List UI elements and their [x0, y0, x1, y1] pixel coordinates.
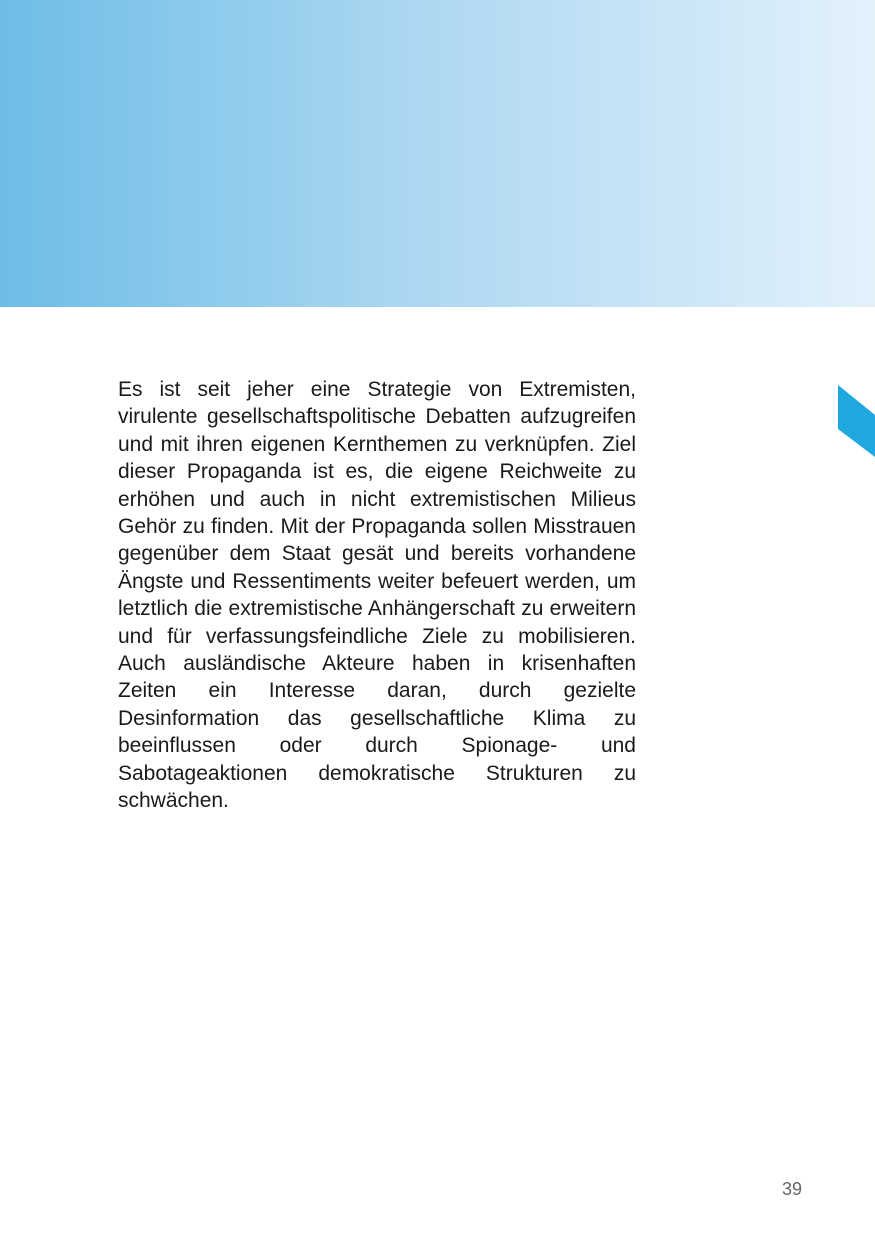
section-tab-shape: [838, 385, 875, 457]
page-number: 39: [781, 1179, 802, 1199]
header-gradient-band: [0, 0, 875, 307]
body-paragraph: Es ist seit jeher eine Strategie von Extremisten, virulente gesellschaftspolitische Debatten aufzugreifen und mit ihren eigenen Kernthemen zu verknüpfen. Ziel dieser Propaganda ist es, die eigene Reichweite zu erhöhen und auch in nicht extremistischen Milieus Gehör zu finden. Mit der Propaganda sollen Misstrauen gegenüber dem Staat gesät und bereits vorhandene Ängste und Ressentiments weiter befeuert werden, um letztlich die extremistische Anhängerschaft zu erweitern und für verfassungsfeindliche Ziele zu mobilisieren. Auch ausländische Akteure haben in krisenhaften Zeiten ein Interesse daran, durch gezielte Desinformation das gesellschaftliche Klima zu beeinflussen oder durch Spionage- und Sabotageaktionen demokratische Strukturen zu schwächen.: [118, 378, 636, 813]
section-tab-marker: [838, 385, 875, 457]
